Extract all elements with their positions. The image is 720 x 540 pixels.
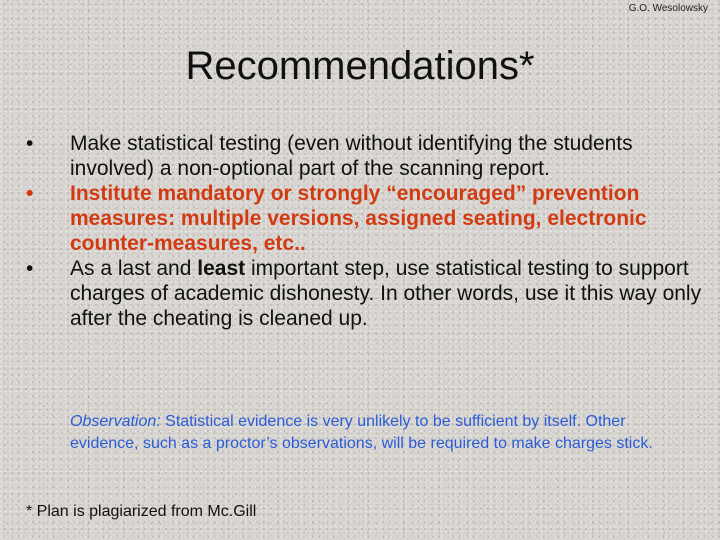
bullet-item-statistical-testing [26,131,706,181]
bullet-text-emphasis: least [197,257,246,280]
slide-title: Recommendations* [185,44,535,88]
bullet-text: Make statistical testing (even without identifying the students involved) a non-optional part of the scanning report. [70,132,633,180]
bullet-icon: • [26,182,34,205]
footnote: * Plan is plagiarized from Mc.Gill [26,503,257,520]
bullet-item-last-step [26,256,706,331]
bullet-text-before: As a last and [70,257,198,280]
bullet-list [26,131,706,331]
bullet-icon: • [26,132,34,155]
bullet-icon: • [26,257,34,280]
bullet-item-prevention-measures [26,181,706,256]
bullet-text-after: important step, use statistical testing to support charges of academic dishonesty. In other words, use it this way only after the cheating is cleaned up. [70,257,702,330]
bullet-text: Institute mandatory or strongly “encouraged” prevention measures: multiple versions, assigned seating, electronic counter-measures, etc.. [70,182,647,255]
author-credit: G.O. Wesolowsky [628,3,708,14]
observation-text: Statistical evidence is very unlikely to be sufficient by itself. Other evidence, such as a proctor’s observations, will be required to make charges stick. [70,413,653,452]
observation-note [70,411,690,455]
observation-label: Observation: [70,413,161,430]
